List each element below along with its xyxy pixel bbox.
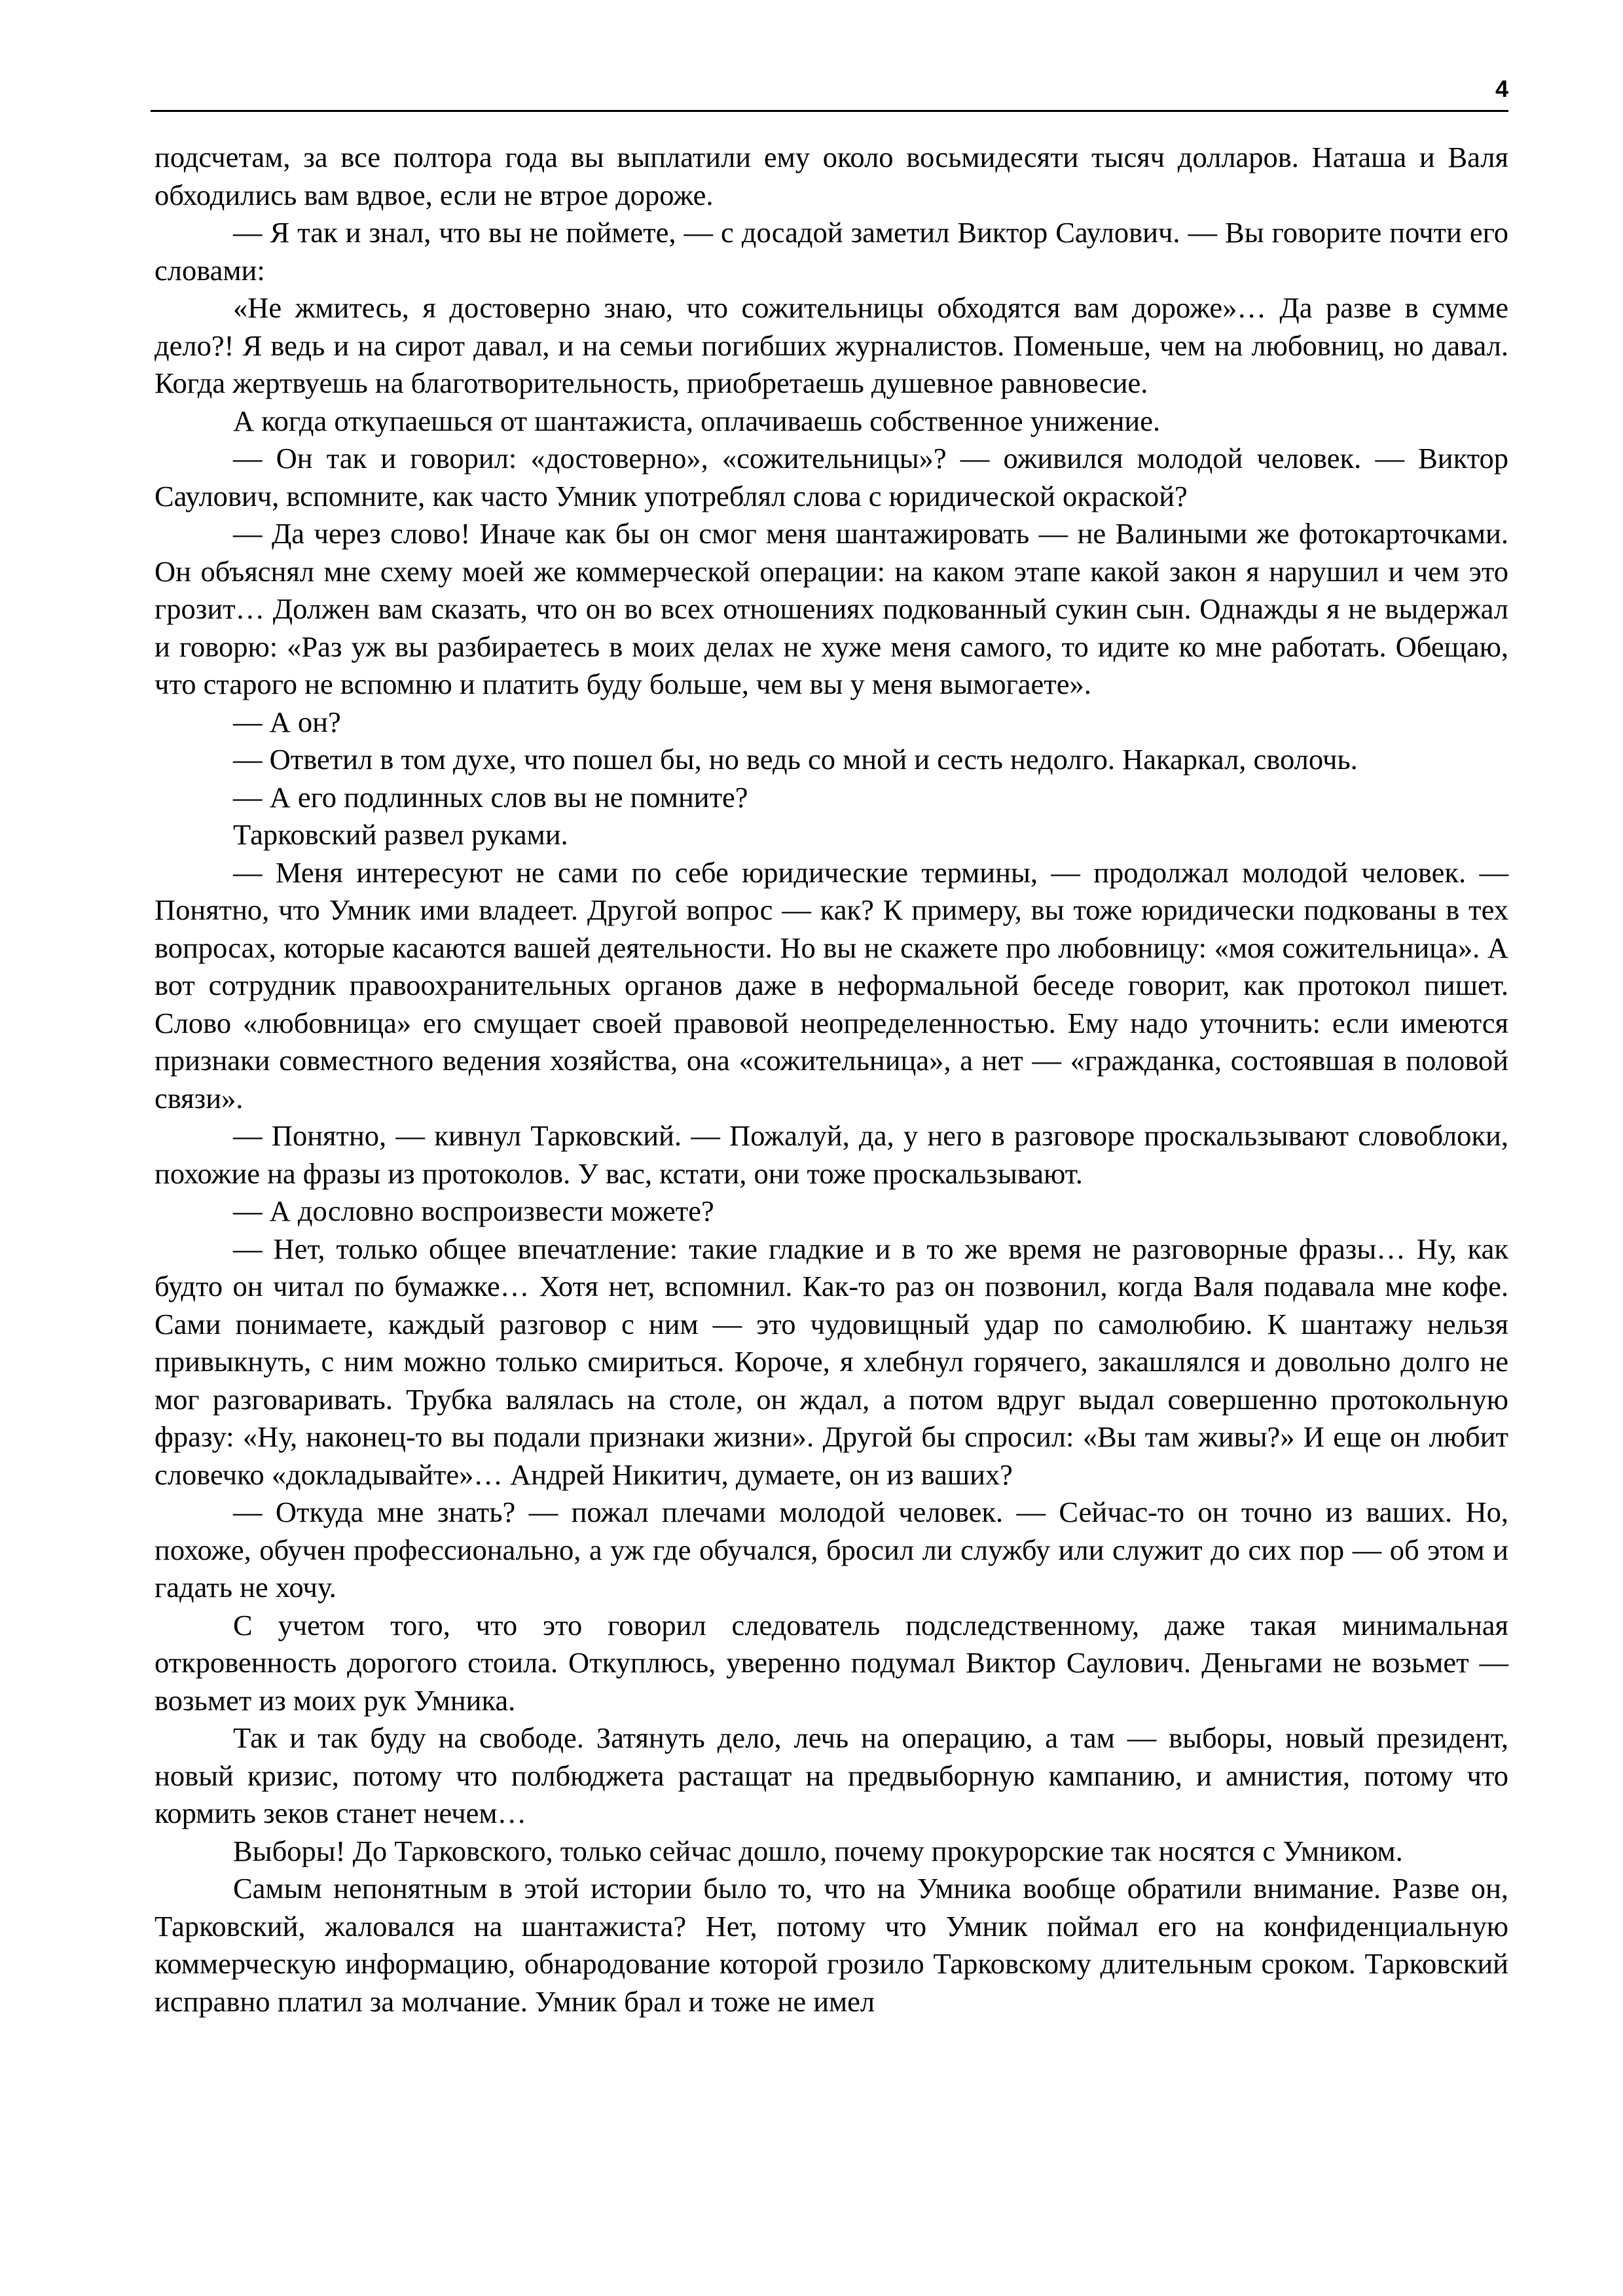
paragraph: А когда откупаешься от шантажиста, оплачиваешь собственное унижение. — [233, 404, 1161, 437]
paragraph: — Меня интересуют не сами по себе юридические термины, — продолжал молодой человек. — Понятно, что Умник ими владеет. Другой вопрос — как? К примеру, вы тоже юридически подкованы в тех вопросах, которые касаются вашей деятельности. Но вы не скажете про любовницу: «моя сожительница». А вот сотрудник правоохранительных органов даже в неформальной беседе говорит, как протокол пишет. Слово «любовница» его смущает своей правовой неопределенностью. Ему надо уточнить: если имеются признаки совместного ведения хозяйства, она «сожительница», а нет — «гражданка, состоявшая в половой связи». — [155, 855, 1508, 1115]
paragraph: — А он? — [233, 705, 341, 738]
paragraph: — Да через слово! Иначе как бы он смог меня шантажировать — не Валиными же фотокарточками. Он объяснял мне схему моей же коммерческой операции: на каком этапе какой закон я нарушил и чем это грозит… Должен вам сказать, что он во всех отношениях подкованный сукин сын. Однажды я не выдержал и говорю: «Раз уж вы разбираетесь в моих делах не хуже меня самого, то идите ко мне работать. Обещаю, что старого не вспомню и платить буду больше, чем вы у меня вымогаете». — [155, 517, 1508, 700]
paragraph: — Ответил в том духе, что пошел бы, но ведь со мной и сесть недолго. Накаркал, сволочь. — [233, 743, 1358, 776]
paragraph: — Нет, только общее впечатление: такие гладкие и в то же время не разговорные фразы… Ну, как будто он читал по бумажке… Хотя нет, вспомнил. Как-то раз он позвонил, когда Валя подавала мне кофе. Сами понимаете, каждый разговор с ним — это чудовищный удар по самолюбию. К шантажу нельзя привыкнуть, с ним можно только смириться. Короче, я хлебнул горячего, закашлялся и довольно долго не мог разговаривать. Трубка валялась на столе, он ждал, а потом вдруг выдал совершенно протокольную фразу: «Ну, наконец-то вы подали признаки жизни». Другой бы спросил: «Вы там живы?» И еще он любит словечко «докладывайте»… Андрей Никитич, думаете, он из ваших? — [155, 1232, 1508, 1491]
paragraph: «Не жмитесь, я достоверно знаю, что сожительницы обходятся вам дороже»… Да разве в сумме дело?! Я ведь и на сирот давал, и на семьи погибших журналистов. Поменьше, чем на любовниц, но давал. Когда жертвуешь на благотворительность, приобретаешь душевное равновесие. — [155, 291, 1508, 399]
paragraph: — А его подлинных слов вы не помните? — [233, 780, 748, 814]
paragraph: — А дословно воспроизвести можете? — [233, 1194, 714, 1227]
paragraph: — Понятно, — кивнул Тарковский. — Пожалуй, да, у него в разговоре проскальзывают словоблоки, похожие на фразы из протоколов. У вас, кстати, они тоже проскальзывают. — [155, 1119, 1508, 1190]
paragraph: Так и так буду на свободе. Затянуть дело, лечь на операцию, а там — выборы, новый президент, новый кризис, потому что полбюджета растащат на предвыборную кампанию, и амнистия, потому что кормить зеков станет нечем… — [155, 1721, 1508, 1829]
paragraph: — Я так и знал, что вы не поймете, — с досадой заметил Виктор Саулович. — Вы говорите почти его словами: — [155, 216, 1508, 287]
paragraph: Выборы! До Тарковского, только сейчас дошло, почему прокурорские так носятся с Умником. — [233, 1834, 1403, 1867]
paragraph: — Откуда мне знать? — пожал плечами молодой человек. — Сейчас-то он точно из ваших. Но, похоже, обучен профессионально, а уж где обучался, бросил ли службу или служит до сих пор — об этом и гадать не хочу. — [155, 1496, 1508, 1604]
paragraph: подсчетам, за все полтора года вы выплатили ему около восьмидесяти тысяч долларов. Наташа и Валя обходились вам вдвое, если не втрое дороже. — [155, 141, 1508, 211]
page-number: 4 — [1495, 75, 1508, 102]
paragraph: — Он так и говорил: «достоверно», «сожительницы»? — оживился молодой человек. — Виктор Саулович, вспомните, как часто Умник употреблял слова с юридической окраской? — [155, 442, 1508, 512]
body-text — [155, 139, 1508, 2020]
paragraph: С учетом того, что это говорил следователь подследственному, даже такая минимальная откровенность дорогого стоила. Откуплюсь, уверенно подумал Виктор Саулович. Деньгами не возьмет — возьмет из моих рук Умника. — [155, 1608, 1508, 1717]
paragraph: Тарковский развел руками. — [233, 818, 568, 851]
page-header — [151, 71, 1508, 112]
paragraph: Самым непонятным в этой истории было то, что на Умника вообще обратили внимание. Разве он, Тарковский, жаловался на шантажиста? Нет, потому что Умник поймал его на конфиденциальную коммерческую информацию, обнародование которой грозило Тарковскому длительным сроком. Тарковский исправно платил за молчание. Умник брал и тоже не имел — [155, 1872, 1508, 2018]
